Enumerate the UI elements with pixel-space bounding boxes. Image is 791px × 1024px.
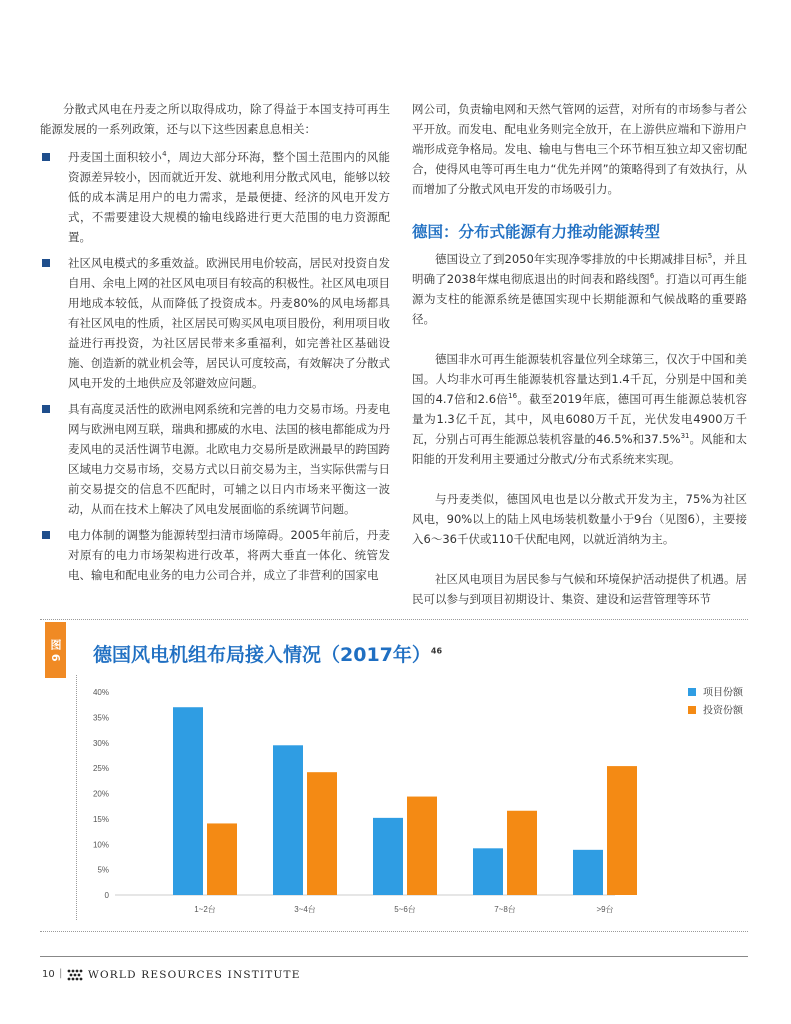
y-tick-label: 35% [92,713,109,723]
x-tick-label: >9台 [596,905,614,914]
bar-chart [80,680,760,925]
y-tick-label: 30% [92,738,109,748]
page-number: 10 [42,969,55,980]
x-tick-label: 5~6台 [394,905,416,914]
list-item: 丹麦国土面积较小$^4$，周边大部分环海，整个国土范围内的风能资源差异较小，因而就近开发、就地利用分散式风电，能够以较低的成本满足用户的电力需求，是最便捷、经济的风电开发方式，不需要建设大规模的输电线路进行更大范围的电力资源配置。 [40,147,390,247]
y-tick-label: 15% [92,814,109,824]
bar [307,772,337,895]
left-column [40,99,390,591]
bullet-square-icon [42,259,50,267]
bar [607,766,637,895]
figure-top-divider [40,619,748,620]
paragraph: 社区风电项目为居民参与气候和环境保护活动提供了机遇。居民可以参与到项目初期设计、集资、建设和运营管理等环节 [412,572,747,606]
bar [407,797,437,895]
right-column [412,99,747,609]
org-name: WORLD RESOURCES INSTITUTE [88,969,301,981]
bar [273,745,303,895]
bar [473,848,503,895]
paragraph: 德国非水可再生能源装机容量位列全球第三，仅次于中国和美国。人均非水可再生能源装机容量达到1.4千瓦，分别是中国和美国的4.7倍和2.6倍$^{16}$。截至2019年底，德国可再生能源总装机容量为1.3亿千瓦，其中，风电6080万千瓦，光伏发电4900万千瓦，分别占可再生能源总装机容量的46.5%和37.5%$^{31}$。风能和太阳能的开发利用主要通过分散式/分布式系统来实现。 [412,352,748,466]
x-tick-label: 1~2台 [194,905,216,914]
legend-swatch [688,706,696,714]
list-item: 社区风电模式的多重效益。欧洲民用电价较高，居民对投资自发自用、余电上网的社区风电项目有较高的积极性。社区风电项目用地成本较低，从而降低了投资成本。丹麦80%的风电场都具有社区风电的性质，社区居民可购买风电项目股份，利用项目收益进行再投资，为社区居民带来多重福利，如完善社区基础设施、创造新的就业机会等，居民认可度较高，有效解决了分散式风电开发的土地供应及邻避效应问题。 [40,253,390,393]
figure-tab: 图 6 [45,622,66,678]
bullet-square-icon [42,153,50,161]
figure-bottom-divider [40,931,748,932]
x-tick-label: 3~4台 [294,905,316,914]
section-heading: 德国：分布式能源有力推动能源转型 [412,223,661,241]
legend-swatch [688,688,696,696]
bar [507,811,537,895]
y-tick-label: 25% [92,764,109,774]
bullet-square-icon [42,531,50,539]
footer-separator: | [59,968,63,979]
bar [207,823,237,895]
paragraph: 与丹麦类似，德国风电也是以分散式开发为主，75%为社区风电，90%以上的陆上风电场装机数量小于9台（见图6），主要接入6～36千伏或110千伏配电网，以就近消纳为主。 [412,492,747,546]
figure-title: 德国风电机组布局接入情况（2017年）$^{46}$ [93,644,443,666]
y-tick-label: 20% [92,789,109,799]
y-tick-label: 5% [97,865,109,875]
bar [373,818,403,895]
y-tick-label: 10% [92,840,109,850]
bullet-square-icon [42,405,50,413]
legend-label: 投资份额 [703,705,743,717]
legend-label: 项目份额 [703,687,743,699]
bar [173,707,203,895]
bar [573,850,603,895]
continuation-paragraph: 网公司，负责输电网和天然气管网的运营，对所有的市场参与者公平开放。而发电、配电业务则完全放开，在上游供应端和下游用户端形成竞争格局。发电、输电与售电三个环节相互独立却又密切配合，使得风电等可再生电力“优先并网”的策略得到了有效执行，从而增加了分散式风电开发的市场吸引力。 [412,102,747,196]
factor-list [40,147,390,585]
x-tick-label: 7~8台 [494,905,516,914]
y-tick-label: 0 [104,891,109,900]
y-tick-label: 40% [92,688,109,697]
figure-side-rule [76,675,77,920]
intro-paragraph: 分散式风电在丹麦之所以取得成功，除了得益于本国支持可再生能源发展的一系列政策，还与以下这些因素息息相关： [40,102,390,136]
wri-logo-icon [66,968,84,982]
list-item: 电力体制的调整为能源转型扫清市场障碍。2005年前后，丹麦对原有的电力市场架构进行改革，将两大垂直一体化、统管发电、输电和配电业务的电力公司合并，成立了非营利的国家电 [40,525,390,585]
list-item: 具有高度灵活性的欧洲电网系统和完善的电力交易市场。丹麦电网与欧洲电网互联，瑞典和挪威的水电、法国的核电都能成为丹麦风电的灵活性调节电源。北欧电力交易所是欧洲最早的跨国跨区域电力交易市场，交易方式以日前交易为主，当实际供需与日前交易提交的信息不匹配时，可辅之以日内市场来平衡这一波动，从而在技术上解决了风电发展面临的系统调节问题。 [40,399,390,519]
paragraph: 德国设立了到2050年实现净零排放的中长期减排目标$^5$，并且明确了2038年煤电彻底退出的时间表和路线图$^6$。打造以可再生能源为支柱的能源系统是德国实现中长期能源和气候战略的重要路径。 [412,252,748,326]
footer-rule [40,956,748,957]
